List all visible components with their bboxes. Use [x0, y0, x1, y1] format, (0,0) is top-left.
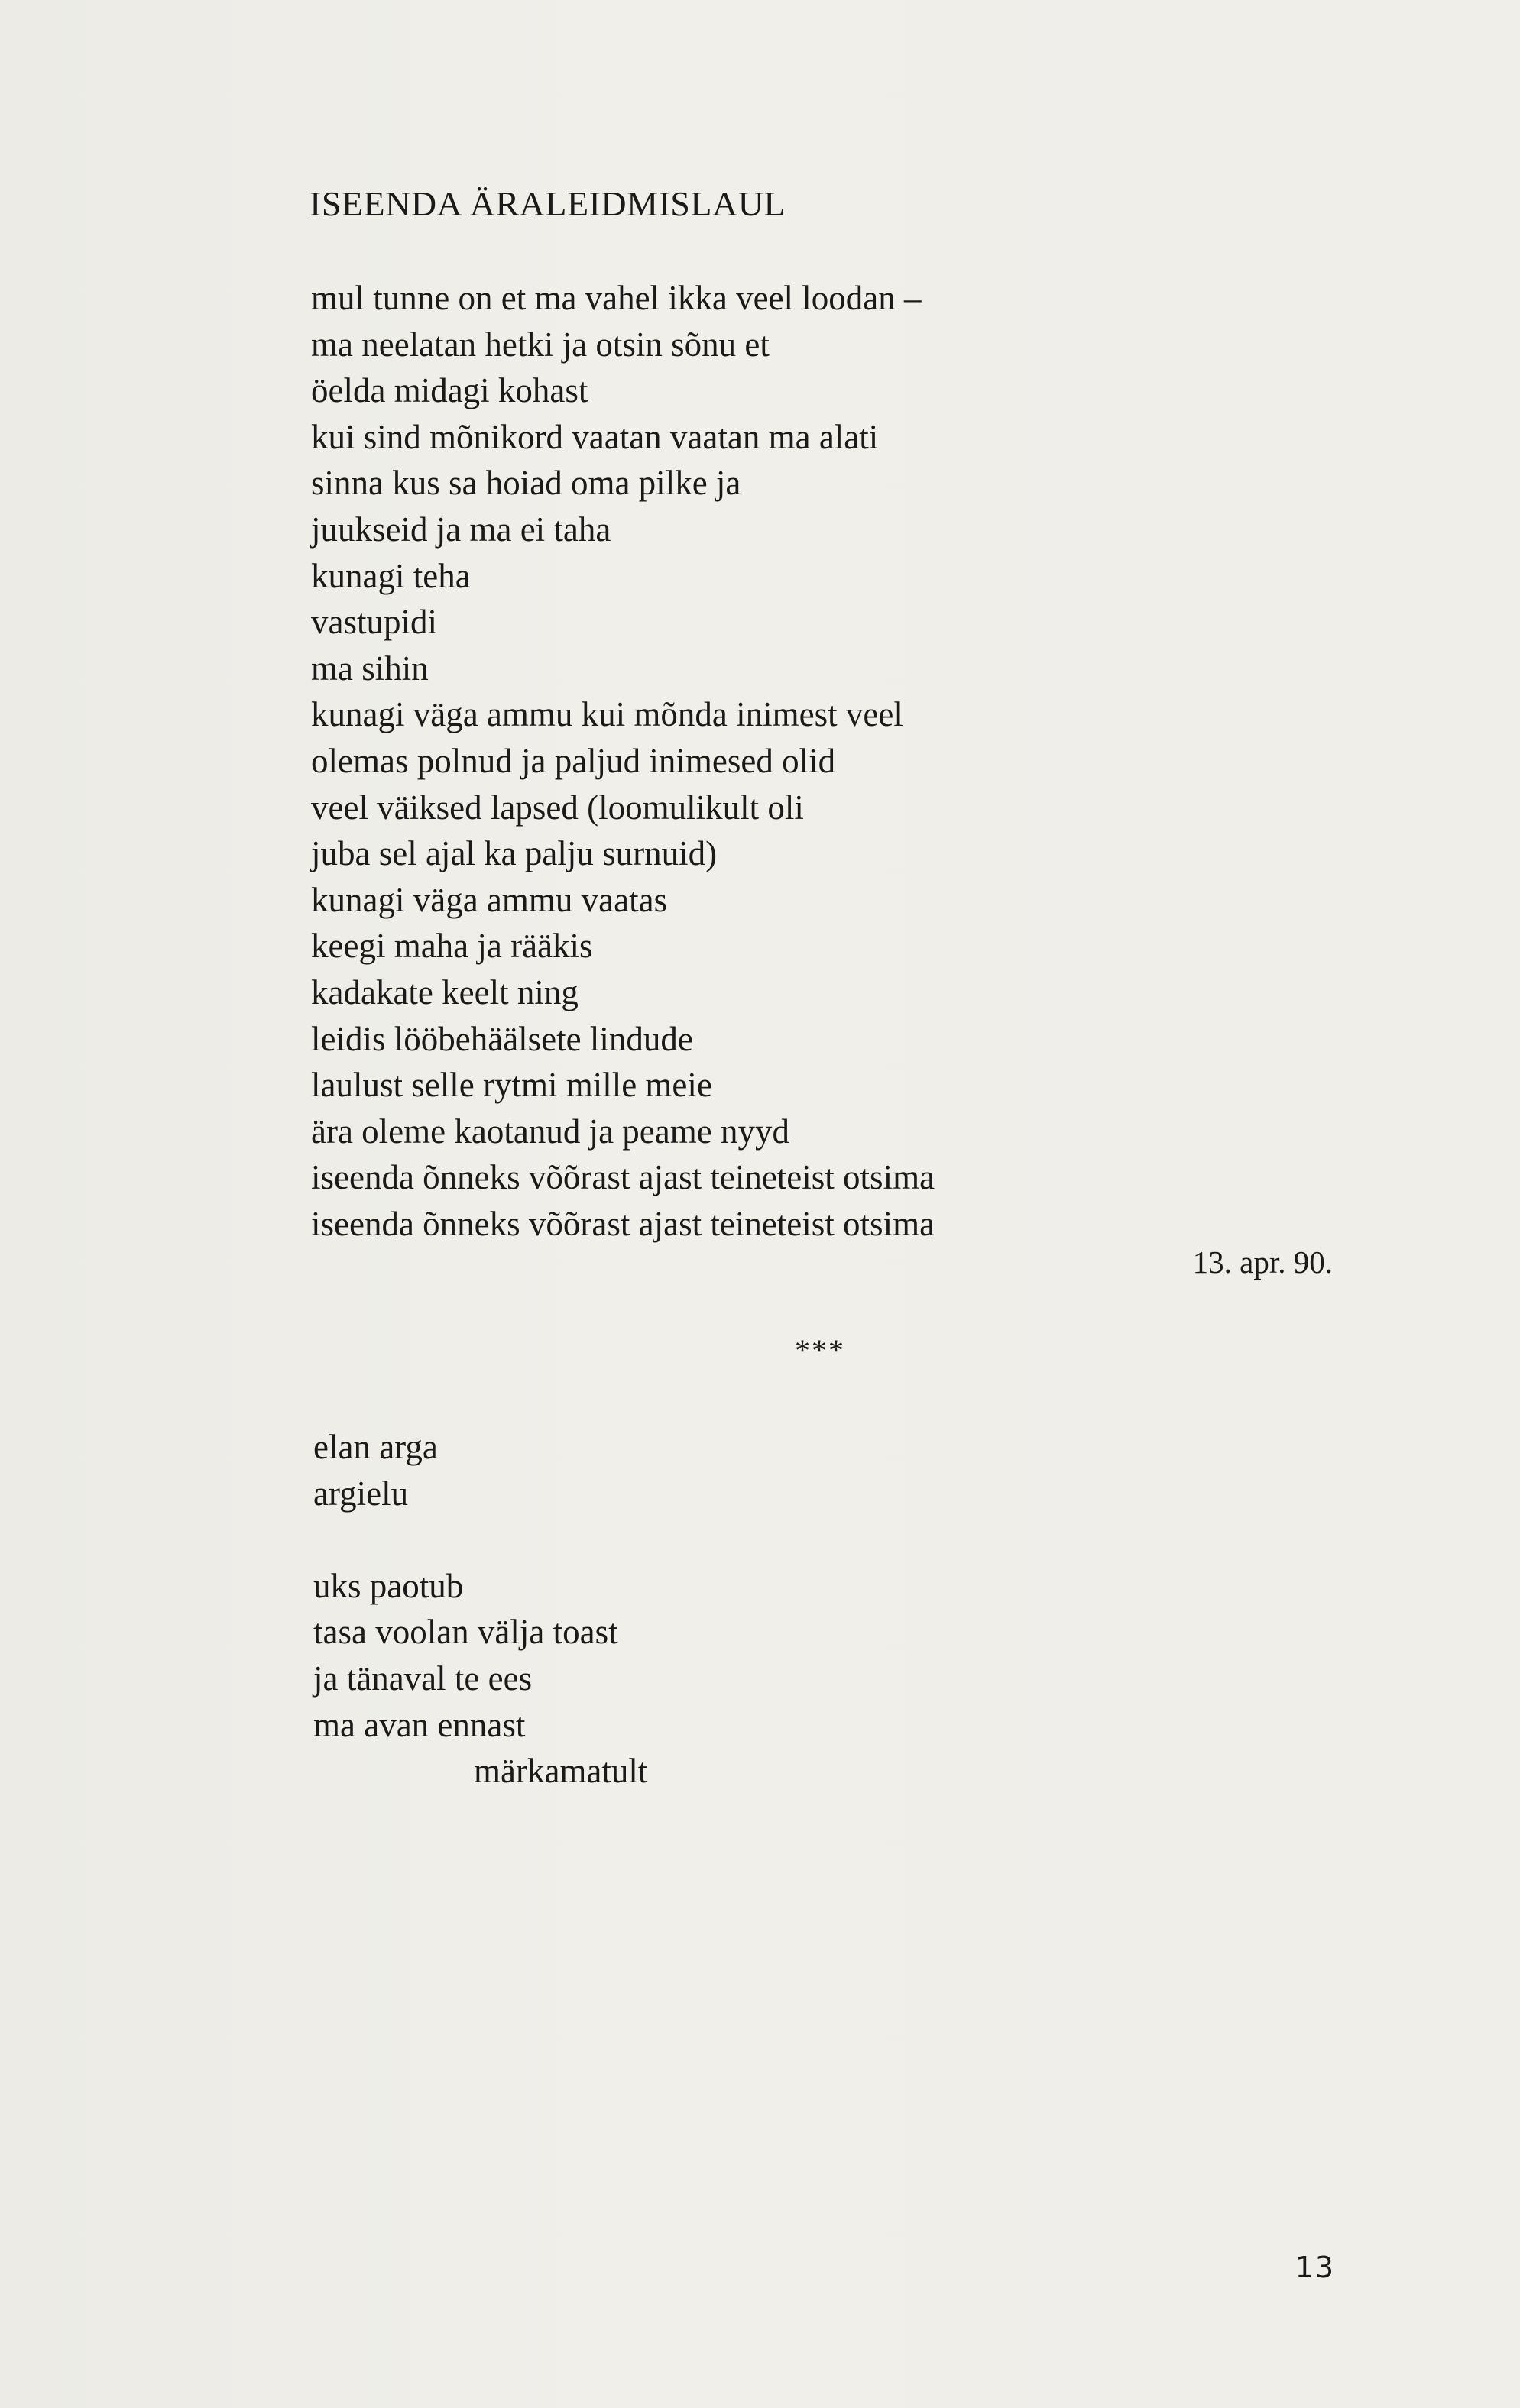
poem-line: mul tunne on et ma vahel ikka veel loodan –	[311, 279, 922, 317]
second-poem-body	[313, 1424, 647, 1795]
poem-line: vastupidi	[311, 603, 437, 642]
poem-line: kunagi väga ammu kui mõnda inimest veel	[311, 695, 903, 734]
poem-line: kunagi väga ammu vaatas	[311, 880, 668, 919]
page-number: 13	[1295, 2251, 1335, 2284]
section-separator: ***	[795, 1333, 845, 1367]
poem-line: elan arga	[313, 1428, 438, 1466]
poem-line: keegi maha ja rääkis	[311, 927, 593, 966]
poem-line: ja tänaval te ees	[313, 1659, 533, 1698]
poem-line: leidis lööbehäälsete lindude	[311, 1019, 693, 1058]
poem-line: veel väiksed lapsed (loomulikult oli	[311, 788, 804, 827]
poem-line: sinna kus sa hoiad oma pilke ja	[311, 464, 741, 503]
poem-line: iseenda õnneks võõrast ajast teineteist otsima	[311, 1158, 935, 1197]
poem-line: kunagi teha	[311, 556, 471, 595]
poem-date: 13. apr. 90.	[1192, 1244, 1333, 1280]
poem-line: tasa voolan välja toast	[313, 1613, 618, 1652]
poem-line: olemas polnud ja paljud inimesed olid	[311, 741, 836, 780]
poem-line: ma avan ennast	[313, 1705, 526, 1744]
poem-line: juba sel ajal ka palju surnuid)	[311, 834, 718, 873]
poem-line: ma neelatan hetki ja otsin sõnu et	[311, 325, 770, 364]
poem-line: iseenda õnneks võõrast ajast teineteist otsima	[311, 1204, 935, 1243]
poem-title: ISEENDA ÄRALEIDMISLAUL	[310, 184, 786, 223]
poem-body	[311, 275, 935, 1247]
poem-line: laulust selle rytmi mille meie	[311, 1066, 712, 1105]
poem-line: juukseid ja ma ei taha	[311, 510, 611, 549]
poem-line: argielu	[313, 1474, 409, 1513]
poem-line: märkamatult	[474, 1752, 648, 1791]
poem-line: öelda midagi kohast	[311, 371, 588, 410]
poem-line: ma sihin	[311, 649, 429, 688]
stanza-break	[313, 1516, 647, 1563]
poem-line: ära oleme kaotanud ja peame nyyd	[311, 1112, 789, 1151]
poem-line: uks paotub	[313, 1566, 464, 1605]
poem-line: kadakate keelt ning	[311, 973, 579, 1011]
poem-line: kui sind mõnikord vaatan vaatan ma alati	[311, 417, 879, 456]
